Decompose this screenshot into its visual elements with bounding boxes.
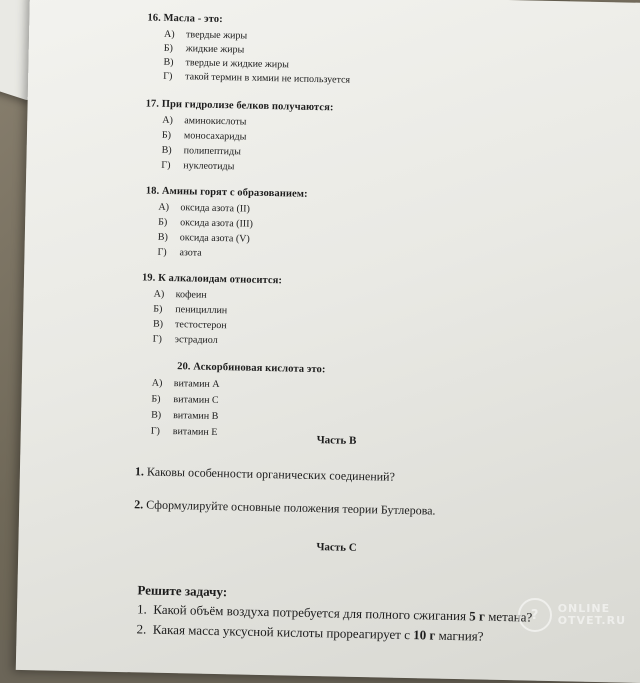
item-text-end: метана? [484, 608, 533, 625]
option-letter: Б) [153, 303, 163, 315]
answer-option [158, 217, 253, 230]
option-letter: Г) [163, 70, 173, 82]
option-letter: В) [152, 318, 164, 330]
answer-option [162, 145, 241, 158]
option-letter: Б) [161, 129, 172, 141]
option-text: полипептиды [183, 145, 242, 158]
answer-option [163, 57, 289, 71]
option-letter: А) [153, 288, 165, 300]
option-text: витамин Е [172, 426, 218, 439]
part-b-item [135, 464, 395, 484]
item-number: 2. [134, 497, 144, 512]
question-title: 18. Амины горят с образованием: [145, 185, 308, 200]
watermark-line-2: OTVET.RU [557, 614, 626, 627]
option-letter: Г) [161, 159, 171, 171]
answer-option [162, 115, 246, 128]
item-text: Каковы особенности органических соединений? [146, 464, 396, 484]
watermark-text [558, 603, 626, 627]
option-letter: В) [163, 56, 174, 69]
option-text: тестостерон [174, 319, 227, 332]
task-header: Решите задачу: [137, 582, 228, 600]
answer-option [158, 202, 250, 215]
section-title-part-b: Часть В [316, 434, 357, 447]
part-b-item [134, 497, 436, 518]
option-text: твердые и жидкие жиры [185, 57, 290, 71]
option-letter: Г) [150, 425, 161, 437]
option-text: оксида азота (V) [179, 232, 250, 245]
answer-option [151, 410, 218, 422]
option-letter: Б) [151, 393, 161, 405]
answer-option [153, 334, 218, 346]
option-letter: В) [157, 231, 168, 243]
option-text: витамин С [173, 394, 219, 407]
answer-option [162, 130, 247, 143]
answer-option [161, 160, 234, 173]
answer-option [164, 43, 245, 56]
answer-option [158, 232, 250, 245]
option-letter: А) [162, 114, 173, 127]
option-text: кофеин [175, 289, 207, 301]
option-text: моносахариды [183, 130, 247, 143]
section-title-part-c: Часть С [316, 541, 357, 554]
option-letter: Б) [163, 42, 173, 55]
item-text-end: магния? [435, 627, 484, 644]
option-letter: А) [158, 201, 170, 213]
option-letter: Б) [158, 216, 168, 228]
option-letter: Г) [152, 333, 162, 345]
option-letter: В) [161, 144, 172, 157]
item-text: Какая масса уксусной кислоты прореагирует с [152, 621, 414, 643]
option-text: азота [179, 247, 202, 259]
option-text: аминокислоты [184, 115, 247, 128]
option-text: витамин А [173, 378, 220, 391]
answer-option [152, 378, 220, 390]
question-title: 20. Аскорбиновая кислота это: [177, 361, 326, 376]
option-text: жидкие жиры [185, 43, 245, 56]
item-text: Сформулируйте основные положения теории Бутлерова. [146, 497, 436, 518]
item-number: 1. [136, 601, 147, 617]
answer-option [153, 304, 227, 317]
question-title: 16. Масла - это: [147, 12, 223, 26]
item-number: 1. [134, 464, 145, 479]
watermark [518, 598, 626, 632]
option-text: оксида азота (III) [180, 217, 253, 230]
option-text: эстрадиол [174, 334, 218, 347]
option-text: оксида азота (II) [180, 202, 250, 215]
item-amount: 5 г [469, 608, 486, 624]
option-text: пенициллин [175, 304, 228, 317]
answer-option [157, 247, 201, 259]
answer-option [164, 29, 247, 42]
part-c-item [136, 621, 483, 644]
question-title: 17. При гидролизе белков получаются: [145, 98, 334, 114]
option-text: витамин В [173, 410, 219, 423]
option-letter: А) [151, 377, 163, 389]
option-text: твердые жиры [185, 29, 248, 42]
item-text: Какой объём воздуха потребуется для полного сжигания [153, 601, 470, 624]
answer-option [163, 71, 350, 86]
answer-option [151, 394, 218, 406]
item-number: 2. [136, 621, 147, 637]
answer-option [153, 319, 227, 332]
watermark-question-icon: ? [518, 598, 552, 632]
option-letter: В) [151, 409, 162, 421]
watermark-line-1: ONLINE [557, 602, 611, 615]
option-text: нуклеотиды [183, 160, 235, 173]
answer-option [151, 426, 218, 438]
option-letter: А) [163, 28, 175, 41]
item-amount: 10 г [413, 627, 436, 643]
answer-option [154, 289, 207, 301]
option-letter: Г) [157, 246, 167, 258]
test-sheet [16, 0, 640, 683]
question-title: 19. К алкалоидам относится: [141, 272, 283, 287]
option-text: такой термин в химии не используется [185, 71, 351, 86]
sheet-content [16, 0, 640, 683]
